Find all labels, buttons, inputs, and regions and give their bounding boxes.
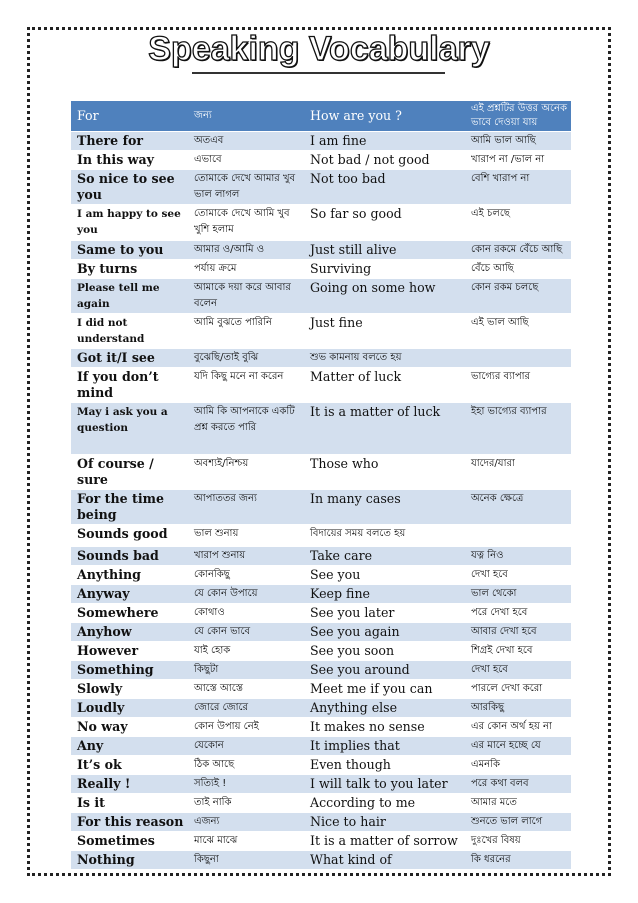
table-row	[71, 699, 571, 718]
bangla-meaning-1: যে কোন উপায়ে	[188, 585, 304, 604]
table-row	[71, 680, 571, 699]
table-row	[71, 525, 571, 547]
table-row	[71, 851, 571, 870]
english-phrase-1: Somewhere	[71, 604, 188, 623]
bangla-meaning-1: বুঝেছি/তাই বুঝি	[188, 349, 304, 368]
english-phrase-2: Surviving	[304, 260, 465, 279]
bangla-meaning-1: কিছুটা	[188, 661, 304, 680]
bangla-meaning-1: সত্যিই !	[188, 775, 304, 794]
bangla-meaning-1: আমাকে দয়া করে আবার বলেন	[188, 279, 304, 314]
english-phrase-1: Sometimes	[71, 832, 188, 851]
english-phrase-2: Meet me if you can	[304, 680, 465, 699]
bangla-meaning-1: আস্তে আস্তে	[188, 680, 304, 699]
table-row	[71, 132, 571, 151]
english-phrase-2: Not bad / not good	[304, 151, 465, 170]
english-phrase-1: Slowly	[71, 680, 188, 699]
english-phrase-2: Take care	[304, 547, 465, 566]
english-phrase-2: It is a matter of sorrow	[304, 832, 465, 851]
table-row	[71, 314, 571, 349]
bangla-meaning-1: আমার ও/আমি ও	[188, 241, 304, 260]
bangla-meaning-1: আপাততর জন্য	[188, 490, 304, 525]
bangla-meaning-2: পরে দেখা হবে	[465, 604, 571, 623]
english-phrase-1: It’s ok	[71, 756, 188, 775]
bangla-meaning-2: বেঁচে আছি	[465, 260, 571, 279]
table-row	[71, 756, 571, 775]
english-phrase-1: If you don’t mind	[71, 368, 188, 403]
english-phrase-2: শুভ কামনায় বলতে হয়	[304, 349, 571, 368]
bangla-meaning-1: অতএব	[188, 132, 304, 151]
english-phrase-2: See you around	[304, 661, 465, 680]
english-phrase-2: According to me	[304, 794, 465, 813]
english-phrase-1: I am happy to see you	[71, 205, 188, 241]
english-phrase-1: For this reason	[71, 813, 188, 832]
table-row	[71, 455, 571, 490]
bangla-meaning-1: আমি বুঝতে পারিনি	[188, 314, 304, 349]
english-phrase-1: Sounds bad	[71, 547, 188, 566]
bangla-meaning-1: জোরে জোরে	[188, 699, 304, 718]
bangla-meaning-2: দেখা হবে	[465, 661, 571, 680]
english-phrase-1: In this way	[71, 151, 188, 170]
bangla-meaning-2: কোন রকম চলছে	[465, 279, 571, 314]
english-phrase-2: Going on some how	[304, 279, 465, 314]
bangla-meaning-2: এর কোন অর্থ হয় না	[465, 718, 571, 737]
table-header-row	[71, 101, 571, 132]
bangla-meaning-2: কি ধরনের	[465, 851, 571, 870]
table-row	[71, 260, 571, 279]
bangla-meaning-1: আমি কি আপনাকে একটি প্রশ্ন করতে পারি	[188, 403, 304, 455]
english-phrase-2: See you	[304, 566, 465, 585]
english-phrase-1: No way	[71, 718, 188, 737]
bangla-meaning-1: খারাপ শুনায়	[188, 547, 304, 566]
table-row	[71, 775, 571, 794]
bangla-meaning-2: আমার মতে	[465, 794, 571, 813]
bangla-meaning-2: এর মানে হচ্ছে যে	[465, 737, 571, 756]
table-row	[71, 604, 571, 623]
table-row	[71, 170, 571, 205]
bangla-meaning-1: যদি কিছু মনে না করেন	[188, 368, 304, 403]
bangla-meaning-1: যেকোন	[188, 737, 304, 756]
table-row	[71, 794, 571, 813]
english-phrase-2: Those who	[304, 455, 465, 490]
english-phrase-2: See you again	[304, 623, 465, 642]
english-phrase-1: For the time being	[71, 490, 188, 525]
english-phrase-2: Keep fine	[304, 585, 465, 604]
bangla-meaning-2: ভাল থেকো	[465, 585, 571, 604]
english-phrase-2: See you soon	[304, 642, 465, 661]
english-phrase-2: So far so good	[304, 205, 465, 241]
english-phrase-2: It implies that	[304, 737, 465, 756]
english-phrase-1: I did not understand	[71, 314, 188, 349]
english-phrase-1: So nice to see you	[71, 170, 188, 205]
table-row	[71, 813, 571, 832]
bangla-meaning-2: এই ভাল আছি	[465, 314, 571, 349]
bangla-meaning-2: শুনতে ভাল লাগে	[465, 813, 571, 832]
table-row	[71, 151, 571, 170]
english-phrase-2: Even though	[304, 756, 465, 775]
english-phrase-1: Is it	[71, 794, 188, 813]
english-phrase-2: Nice to hair	[304, 813, 465, 832]
page-title: Speaking Vocabulary	[148, 30, 490, 68]
english-phrase-1: Same to you	[71, 241, 188, 260]
english-phrase-2: It makes no sense	[304, 718, 465, 737]
bangla-meaning-2: শিগ্রই দেখা হবে	[465, 642, 571, 661]
english-phrase-2: Matter of luck	[304, 368, 465, 403]
english-phrase-1: By turns	[71, 260, 188, 279]
bangla-meaning-1: তাই নাকি	[188, 794, 304, 813]
bangla-meaning-1: তোমাকে দেখে আমি খুব খুশি হলাম	[188, 205, 304, 241]
english-phrase-1: Of course / sure	[71, 455, 188, 490]
table-row	[71, 623, 571, 642]
bangla-meaning-1: ঠিক আছে	[188, 756, 304, 775]
english-phrase-1: Anyway	[71, 585, 188, 604]
english-phrase-1: Anyhow	[71, 623, 188, 642]
english-phrase-1: Sounds good	[71, 525, 188, 547]
table-row	[71, 832, 571, 851]
bangla-meaning-2: দুঃখের বিষয়	[465, 832, 571, 851]
bangla-meaning-1: কিছুনা	[188, 851, 304, 870]
english-phrase-1: Please tell me again	[71, 279, 188, 314]
english-phrase-2: I will talk to you later	[304, 775, 465, 794]
english-phrase-1: However	[71, 642, 188, 661]
english-phrase-1: There for	[71, 132, 188, 151]
bangla-meaning-1: তোমাকে দেখে আমার খুব ভাল লাগল	[188, 170, 304, 205]
header-english-2: How are you ?	[304, 101, 465, 132]
bangla-meaning-2: ইহা ভাগ্যের ব্যাপার	[465, 403, 571, 455]
table-row	[71, 403, 571, 455]
english-phrase-2: Just fine	[304, 314, 465, 349]
bangla-meaning-2: কোন রকমে বেঁচে আছি	[465, 241, 571, 260]
vocabulary-table	[71, 100, 571, 869]
header-bangla-1: জন্য	[188, 101, 304, 132]
english-phrase-1: Got it/I see	[71, 349, 188, 368]
english-phrase-2: Not too bad	[304, 170, 465, 205]
bangla-meaning-2: যাদের/যারা	[465, 455, 571, 490]
bangla-meaning-2: আমি ভাল আছি	[465, 132, 571, 151]
table-row	[71, 490, 571, 525]
english-phrase-1: Loudly	[71, 699, 188, 718]
bangla-meaning-2: খারাপ না /ভাল না	[465, 151, 571, 170]
english-phrase-2: In many cases	[304, 490, 465, 525]
english-phrase-2: Just still alive	[304, 241, 465, 260]
table-row	[71, 205, 571, 241]
bangla-meaning-1: কোথাও	[188, 604, 304, 623]
bangla-meaning-1: কোনকিছু	[188, 566, 304, 585]
english-phrase-1: May i ask you a question	[71, 403, 188, 455]
english-phrase-1: Something	[71, 661, 188, 680]
bangla-meaning-1: ভাল শুনায়	[188, 525, 304, 547]
bangla-meaning-2: অনেক ক্ষেত্রে	[465, 490, 571, 525]
english-phrase-2: বিদায়ের সময় বলতে হয়	[304, 525, 571, 547]
english-phrase-2: What kind of	[304, 851, 465, 870]
table-row	[71, 642, 571, 661]
bangla-meaning-1: মাঝে মাঝে	[188, 832, 304, 851]
table-row	[71, 737, 571, 756]
header-bangla-2: এই প্রশ্নটির উত্তর অনেক ভাবে দেওয়া যায়	[465, 101, 571, 132]
bangla-meaning-2: দেখা হবে	[465, 566, 571, 585]
table-row	[71, 566, 571, 585]
english-phrase-1: Any	[71, 737, 188, 756]
bangla-meaning-2: এই চলছে	[465, 205, 571, 241]
bangla-meaning-2: আবার দেখা হবে	[465, 623, 571, 642]
bangla-meaning-2: বেশি খারাপ না	[465, 170, 571, 205]
bangla-meaning-1: পর্যায় ক্রমে	[188, 260, 304, 279]
title-underline	[192, 72, 445, 74]
table-row	[71, 279, 571, 314]
english-phrase-2: See you later	[304, 604, 465, 623]
bangla-meaning-2: যত্ন নিও	[465, 547, 571, 566]
english-phrase-2: It is a matter of luck	[304, 403, 465, 455]
bangla-meaning-1: এভাবে	[188, 151, 304, 170]
bangla-meaning-1: যাই হোক	[188, 642, 304, 661]
bangla-meaning-1: যে কোন ভাবে	[188, 623, 304, 642]
english-phrase-1: Anything	[71, 566, 188, 585]
table-row	[71, 718, 571, 737]
table-row	[71, 547, 571, 566]
table-row	[71, 349, 571, 368]
table-row	[71, 241, 571, 260]
english-phrase-2: Anything else	[304, 699, 465, 718]
english-phrase-1: Really !	[71, 775, 188, 794]
bangla-meaning-2: ভাগ্যের ব্যাপার	[465, 368, 571, 403]
bangla-meaning-2: আরকিছু	[465, 699, 571, 718]
bangla-meaning-1: অবশ্যই/নিশ্চয়	[188, 455, 304, 490]
bangla-meaning-2: পারলে দেখা করো	[465, 680, 571, 699]
table-row	[71, 661, 571, 680]
bangla-meaning-2: এমনকি	[465, 756, 571, 775]
header-english-1: For	[71, 101, 188, 132]
bangla-meaning-1: কোন উপায় নেই	[188, 718, 304, 737]
english-phrase-2: I am fine	[304, 132, 465, 151]
table-row	[71, 368, 571, 403]
bangla-meaning-1: এজন্য	[188, 813, 304, 832]
bangla-meaning-2: পরে কথা বলব	[465, 775, 571, 794]
table-row	[71, 585, 571, 604]
english-phrase-1: Nothing	[71, 851, 188, 870]
